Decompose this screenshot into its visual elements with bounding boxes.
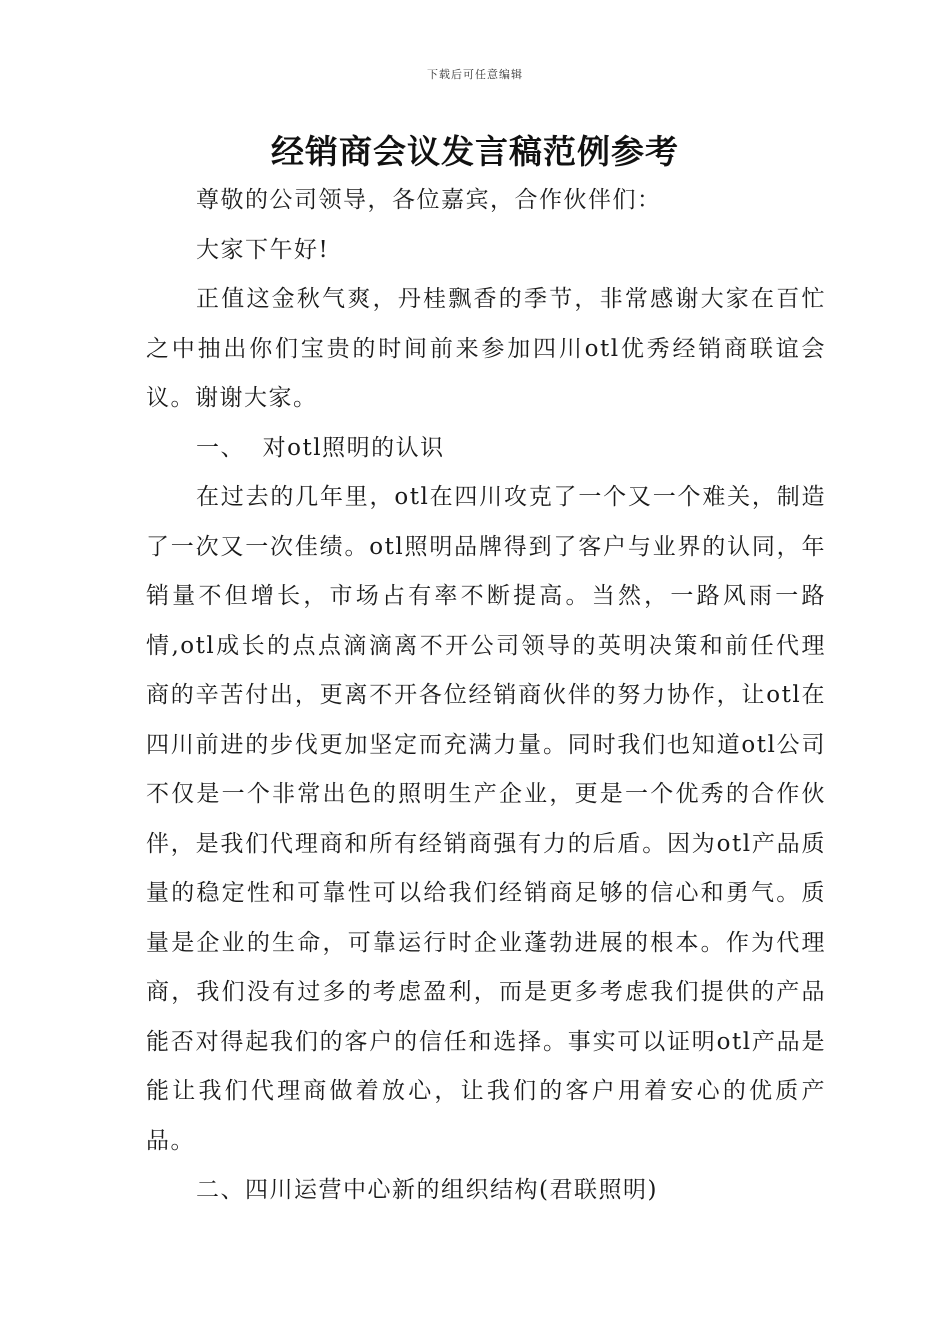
opening-paragraph: 正值这金秋气爽，丹桂飘香的季节，非常感谢大家在百忙之中抽出你们宝贵的时间前来参加四川otl优秀经销商联谊会议。谢谢大家。 [146, 286, 826, 411]
document-title: 经销商会议发言稿范例参考 [271, 132, 679, 171]
salutation-paragraph: 尊敬的公司领导，各位嘉宾，合作伙伴们： [196, 187, 662, 213]
page-header-note: 下载后可任意编辑 [427, 68, 523, 81]
section-1-body-paragraph: 在过去的几年里，otl在四川攻克了一个又一个难关，制造了一次又一次佳绩。otl照明品牌得到了客户与业界的认同，年销量不但增长，市场占有率不断提高。当然，一路风雨一路情,otl成长的点点滴滴离不开公司领导的英明决策和前任代理商的辛苦付出，更离不开各位经销商伙伴的努力协作，让otl在四川前进的步伐更加坚定而充满力量。同时我们也知道otl公司不仅是一个非常出色的照明生产企业，更是一个优秀的合作伙伴，是我们代理商和所有经销商强有力的后盾。因为otl产品质量的稳定性和可靠性可以给我们经销商足够的信心和勇气。质量是企业的生命，可靠运行时企业蓬勃进展的根本。作为代理商，我们没有过多的考虑盈利，而是更多考虑我们提供的产品能否对得起我们的客户的信任和选择。事实可以证明otl产品是能让我们代理商做着放心，让我们的客户用着安心的优质产品。 [146, 484, 826, 1154]
greeting-paragraph: 大家下午好! [196, 236, 330, 263]
document-body [146, 176, 826, 1216]
section-heading-1: 一、 对otl照明的认识 [196, 434, 445, 461]
section-heading-2: 二、四川运营中心新的组织结构(君联照明) [196, 1177, 658, 1203]
